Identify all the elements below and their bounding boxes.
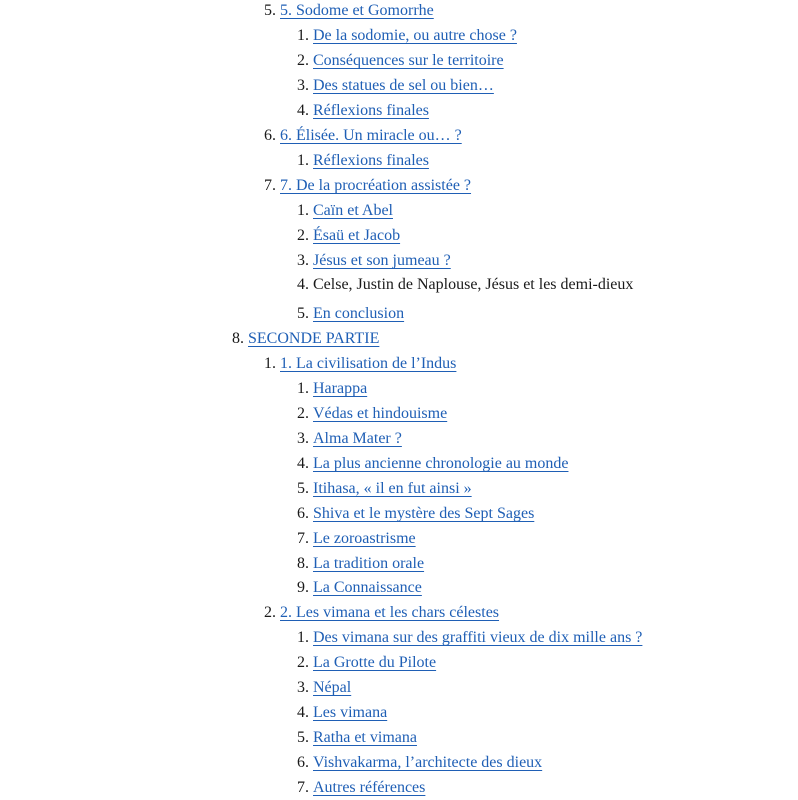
toc-link[interactable]: Vishvakarma, l’architecte des dieux — [313, 754, 543, 771]
item-number: 1. — [264, 355, 276, 372]
toc-link[interactable]: La plus ancienne chronologie au monde — [313, 455, 569, 472]
item-number: 2. — [297, 654, 309, 671]
toc-link[interactable]: Jésus et son jumeau ? — [313, 252, 451, 269]
item-number: 4. — [297, 276, 309, 293]
toc-link[interactable]: Védas et hindouisme — [313, 405, 448, 422]
toc-link[interactable]: La Connaissance — [313, 579, 422, 596]
toc-link[interactable]: Des statues de sel ou bien… — [313, 77, 494, 94]
item-number: 6. — [297, 754, 309, 771]
item-number: 4. — [297, 704, 309, 721]
item-number: 9. — [297, 579, 309, 596]
item-number: 2. — [264, 604, 276, 621]
toc-item — [293, 226, 400, 246]
toc-link[interactable]: Ratha et vimana — [313, 729, 417, 746]
toc-item — [293, 703, 387, 723]
toc-link[interactable]: En conclusion — [313, 305, 405, 322]
toc-item — [293, 554, 424, 574]
toc-item — [293, 728, 417, 748]
item-number: 3. — [297, 679, 309, 696]
item-number: 6. — [297, 505, 309, 522]
item-number: 3. — [297, 430, 309, 447]
toc-text-unlinked: Celse, Justin de Naplouse, Jésus et les demi-dieux — [313, 276, 634, 293]
toc-item — [260, 354, 456, 374]
item-number: 5. — [264, 2, 276, 19]
toc-item — [293, 379, 367, 399]
toc-link[interactable]: Conséquences sur le territoire — [313, 52, 504, 69]
toc-link[interactable]: La Grotte du Pilote — [313, 654, 437, 671]
toc-item — [260, 1, 434, 21]
toc-item — [293, 578, 422, 598]
item-number: 8. — [232, 330, 244, 347]
toc-item — [293, 151, 429, 171]
toc-link[interactable]: Réflexions finales — [313, 102, 429, 119]
toc-link[interactable]: Autres références — [313, 779, 426, 796]
item-number: 1. — [297, 380, 309, 397]
toc-link[interactable]: Népal — [313, 679, 352, 696]
toc-link[interactable]: 5. Sodome et Gomorrhe — [280, 2, 434, 19]
item-number: 6. — [264, 127, 276, 144]
item-number: 1. — [297, 629, 309, 646]
item-number: 5. — [297, 729, 309, 746]
toc-item — [293, 101, 429, 121]
toc-item — [293, 653, 436, 673]
item-number: 5. — [297, 305, 309, 322]
toc-item — [293, 479, 472, 499]
toc-item — [293, 454, 568, 474]
toc-item — [260, 176, 471, 196]
item-number: 1. — [297, 152, 309, 169]
toc-item — [293, 678, 351, 698]
item-number: 1. — [297, 27, 309, 44]
toc-item — [293, 404, 447, 424]
item-number: 2. — [297, 52, 309, 69]
item-number: 2. — [297, 227, 309, 244]
toc-link[interactable]: Des vimana sur des graffiti vieux de dix mille ans ? — [313, 629, 643, 646]
toc-item — [293, 76, 494, 96]
toc-item — [226, 329, 379, 349]
toc-link[interactable]: 1. La civilisation de l’Indus — [280, 355, 457, 372]
toc-link[interactable]: 6. Élisée. Un miracle ou… ? — [280, 127, 462, 144]
toc-link[interactable]: De la sodomie, ou autre chose ? — [313, 27, 517, 44]
toc-item — [293, 304, 404, 324]
toc-link[interactable]: SECONDE PARTIE — [248, 330, 380, 347]
toc-link[interactable]: Les vimana — [313, 704, 388, 721]
toc-item — [293, 251, 451, 271]
toc-link[interactable]: Shiva et le mystère des Sept Sages — [313, 505, 535, 522]
toc-item — [293, 504, 534, 524]
toc-item — [293, 275, 633, 295]
toc-link[interactable]: Caïn et Abel — [313, 202, 393, 219]
toc-link[interactable]: Réflexions finales — [313, 152, 429, 169]
toc-item — [293, 51, 504, 71]
toc-item — [293, 753, 542, 773]
item-number: 4. — [297, 102, 309, 119]
toc-link[interactable]: Alma Mater ? — [313, 430, 402, 447]
toc-item — [293, 529, 416, 549]
toc-item — [293, 778, 425, 798]
item-number: 2. — [297, 405, 309, 422]
item-number: 7. — [297, 530, 309, 547]
item-number: 7. — [264, 177, 276, 194]
toc-item — [293, 628, 642, 648]
item-number: 3. — [297, 252, 309, 269]
item-number: 7. — [297, 779, 309, 796]
item-number: 5. — [297, 480, 309, 497]
toc-item — [260, 603, 499, 623]
toc-link[interactable]: Ésaü et Jacob — [313, 227, 401, 244]
toc-item — [293, 201, 393, 221]
item-number: 8. — [297, 555, 309, 572]
item-number: 4. — [297, 455, 309, 472]
toc-link[interactable]: Harappa — [313, 380, 368, 397]
toc-link[interactable]: 2. Les vimana et les chars célestes — [280, 604, 500, 621]
toc-link[interactable]: La tradition orale — [313, 555, 425, 572]
item-number: 1. — [297, 202, 309, 219]
item-number: 3. — [297, 77, 309, 94]
toc-item — [293, 429, 402, 449]
toc-link[interactable]: Itihasa, « il en fut ainsi » — [313, 480, 472, 497]
toc-link[interactable]: 7. De la procréation assistée ? — [280, 177, 472, 194]
toc-item — [260, 126, 462, 146]
toc-item — [293, 26, 517, 46]
toc-link[interactable]: Le zoroastrisme — [313, 530, 416, 547]
